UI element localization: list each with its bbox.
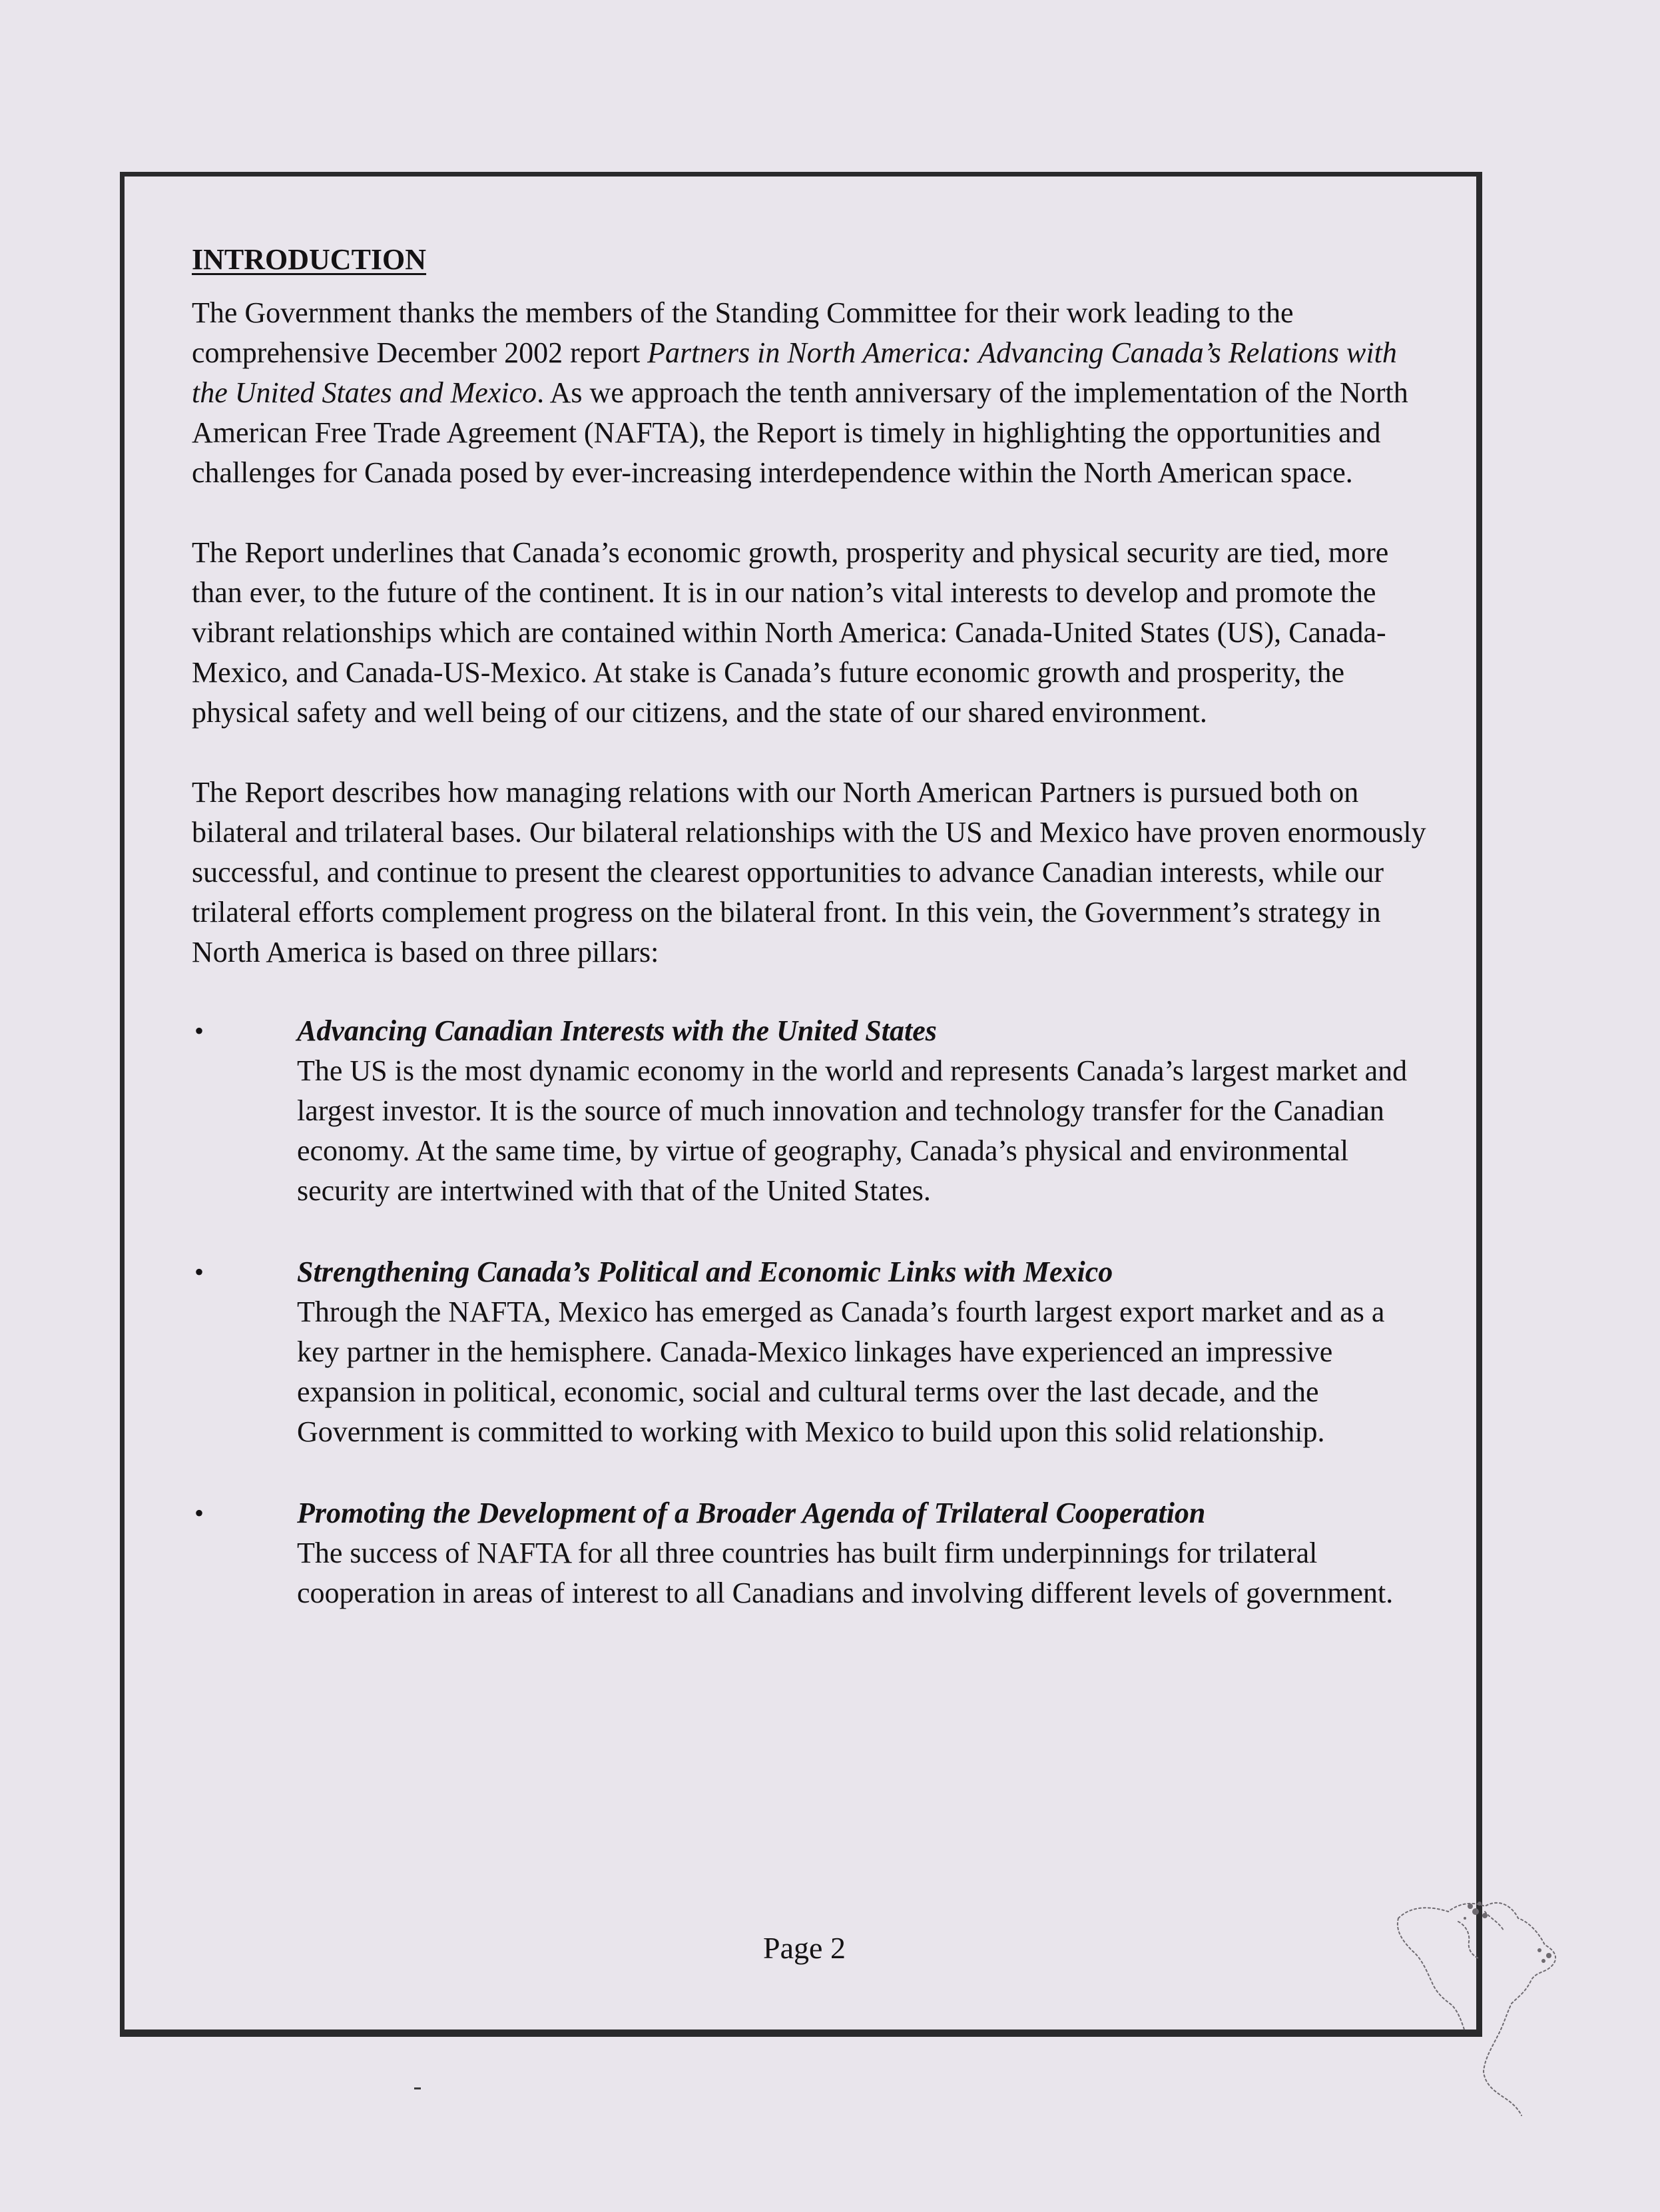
pillar-title: Promoting the Development of a Broader Agenda of Trilateral Cooperation (297, 1497, 1206, 1529)
paragraph-economic-growth: The Report underlines that Canada’s economic growth, prosperity and physical security are tied, more than ever, to the future of the continent. It is in our nation’s vital interests to develop and promote the vibrant relationships which are contained within North America: Canada-United States (US), Canada-Mexico, and Canada-US-Mexico. At stake is Canada’s future economic growth and prosperity, the physical safety and well being of our citizens, and the state of our shared environment. (192, 536, 1389, 729)
section-heading: INTRODUCTION (192, 243, 427, 276)
bullet-icon: • (194, 1498, 204, 1528)
pillar-title: Advancing Canadian Interests with the United States (297, 1014, 937, 1047)
page-number: Page 2 (763, 1931, 846, 1965)
document-body (192, 240, 1430, 1655)
pillar-body: Through the NAFTA, Mexico has emerged as Canada’s fourth largest export market and as a key partner in the hemisphere. Canada-Mexico linkages have experienced an impressive expansion in political, economic, social and cultural terms over the last decade, and the Government is committed to working with Mexico to build upon this solid relationship. (297, 1295, 1385, 1448)
paragraph-bilateral-trilateral: The Report describes how managing relations with our North American Partners is pursued both on bilateral and trilateral bases. Our bilateral relationships with the US and Mexico have proven enormously successful, and continue to present the clearest opportunities to advance Canadian interests, while our trilateral efforts complement progress on the bilateral front. In this vein, the Government’s strategy in North America is based on three pillars: (192, 776, 1426, 968)
pillar-body: The success of NAFTA for all three countries has built firm underpinnings for trilateral cooperation in areas of interest to all Canadians and involving different levels of government. (297, 1537, 1394, 1609)
bullet-icon: • (194, 1016, 204, 1046)
stray-mark (414, 2087, 421, 2089)
paragraph-intro (192, 293, 1430, 493)
north-america-map-outline-icon (1385, 1892, 1585, 2118)
report-title: Partners in North America: Advancing Canada’s Relations with the United States and Mexico (192, 336, 1397, 409)
pillar-title: Strengthening Canada’s Political and Economic Links with Mexico (297, 1256, 1113, 1288)
paragraph-intro-text-b: . As we approach the tenth anniversary of the implementation of the North American Free Trade Agreement (NAFTA), the Report is timely in highlighting the opportunities and challenges for Canada posed by ever-increasing interdependence within the North American space. (192, 376, 1408, 489)
pillar-item-trilateral (192, 1493, 1430, 1613)
pillar-body: The US is the most dynamic economy in the world and represents Canada’s largest market and largest investor. It is the source of much innovation and technology transfer for the Canadian economy. At the same time, by virtue of geography, Canada’s physical and environmental security are intertwined with that of the United States. (297, 1054, 1408, 1207)
paragraph-intro-text-a: The Government thanks the members of the Standing Committee for their work leading to the comprehensive December 2002 report (192, 296, 1294, 369)
pillar-item-united-states (192, 1011, 1430, 1211)
bullet-icon: • (194, 1257, 204, 1287)
pillar-item-mexico (192, 1252, 1430, 1452)
